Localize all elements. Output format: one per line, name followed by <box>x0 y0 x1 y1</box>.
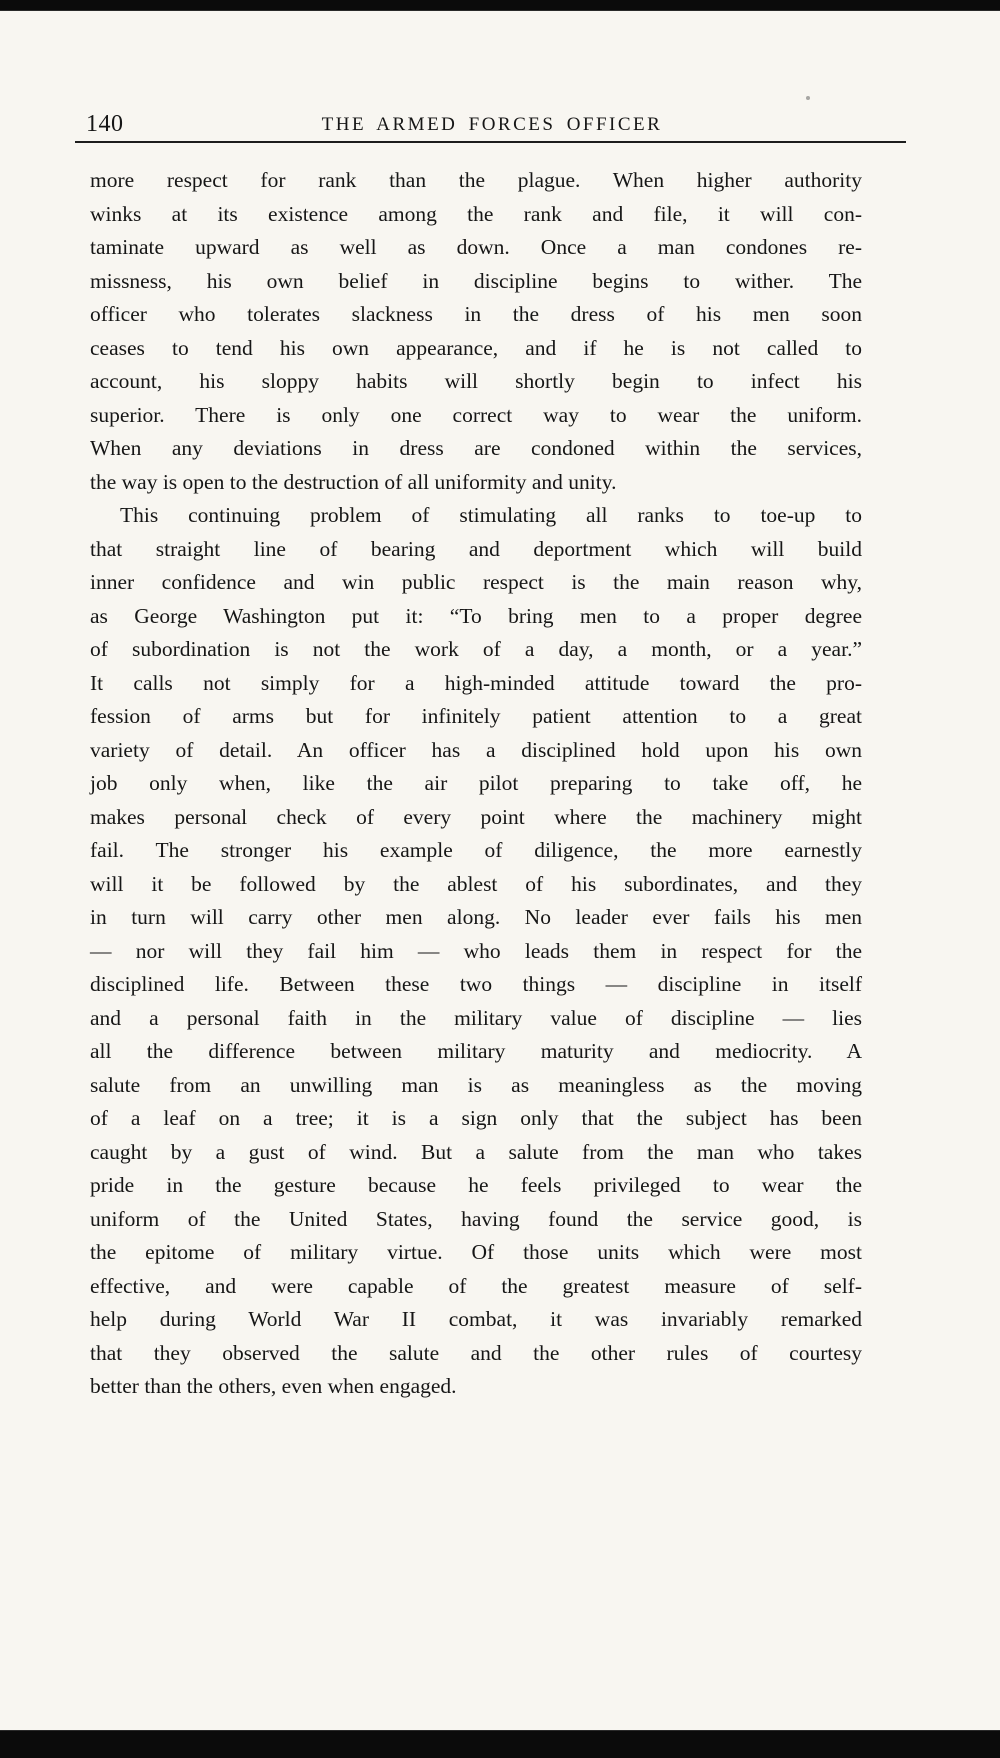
text-line: variety of detail. An officer has a disciplined hold upon his own <box>90 737 862 762</box>
text-line: the way is open to the destruction of all uniformity and unity. <box>90 469 617 494</box>
text-line: This continuing problem of stimulating all ranks to toe-up to <box>120 503 862 527</box>
text-line: effective, and were capable of the greatest measure of self- <box>90 1273 862 1298</box>
paragraph <box>90 499 862 1404</box>
text-line: caught by a gust of wind. But a salute from the man who takes <box>90 1139 862 1164</box>
text-line: fail. The stronger his example of diligence, the more earnestly <box>90 838 862 862</box>
scan-speck <box>806 96 810 100</box>
text-line: more respect for rank than the plague. When higher authority <box>90 168 862 192</box>
text-line: superior. There is only one correct way to wear the uniform. <box>90 402 862 427</box>
page-body <box>90 164 862 1404</box>
header-rule <box>75 141 906 143</box>
text-line: It calls not simply for a high-minded attitude toward the pro- <box>90 670 862 695</box>
text-line: taminate upward as well as down. Once a man condones re- <box>90 235 862 259</box>
text-line: salute from an unwilling man is as meaningless as the moving <box>90 1072 862 1097</box>
text-line: When any deviations in dress are condoned within the services, <box>90 436 862 460</box>
running-title: THE ARMED FORCES OFFICER <box>321 114 663 135</box>
text-line: account, his sloppy habits will shortly begin to infect his <box>90 369 862 393</box>
text-line: as George Washington put it: “To bring men to a proper degree <box>90 603 862 628</box>
page-number: 140 <box>86 111 124 137</box>
text-line: disciplined life. Between these two things — discipline in itself <box>90 972 862 996</box>
text-line: officer who tolerates slackness in the dress of his men soon <box>90 302 862 326</box>
text-line: that they observed the salute and the other rules of courtesy <box>90 1340 862 1365</box>
text-line: job only when, like the air pilot preparing to take off, he <box>90 771 862 795</box>
text-line: in turn will carry other men along. No leader ever fails his men <box>90 905 862 929</box>
text-line: fession of arms but for infinitely patient attention to a great <box>90 704 862 728</box>
text-line: — nor will they fail him — who leads them in respect for the <box>90 938 862 963</box>
text-line: pride in the gesture because he feels privileged to wear the <box>90 1173 862 1197</box>
text-line: of a leaf on a tree; it is a sign only that the subject has been <box>90 1106 862 1130</box>
text-line: will it be followed by the ablest of his subordinates, and they <box>90 871 862 896</box>
scan-edge-top <box>0 0 1000 11</box>
paragraph <box>90 164 862 499</box>
text-line: uniform of the United States, having found the service good, is <box>90 1206 862 1231</box>
text-line: makes personal check of every point where the machinery might <box>90 804 862 829</box>
text-line: help during World War II combat, it was invariably remarked <box>90 1307 862 1331</box>
text-line: the epitome of military virtue. Of those units which were most <box>90 1240 862 1264</box>
text-line: that straight line of bearing and deportment which will build <box>90 536 862 561</box>
text-line: and a personal faith in the military value of discipline — lies <box>90 1005 862 1030</box>
text-line: of subordination is not the work of a day, a month, or a year.” <box>90 637 862 661</box>
text-line: ceases to tend his own appearance, and if he is not called to <box>90 335 862 360</box>
page-header <box>78 111 906 141</box>
text-line: all the difference between military maturity and mediocrity. A <box>90 1039 862 1063</box>
scan-edge-bottom <box>0 1730 1000 1758</box>
text-line: winks at its existence among the rank and file, it will con- <box>90 201 862 226</box>
text-line: better than the others, even when engaged. <box>90 1374 457 1398</box>
text-line: missness, his own belief in discipline begins to wither. The <box>90 268 862 293</box>
text-line: inner confidence and win public respect is the main reason why, <box>90 570 862 594</box>
